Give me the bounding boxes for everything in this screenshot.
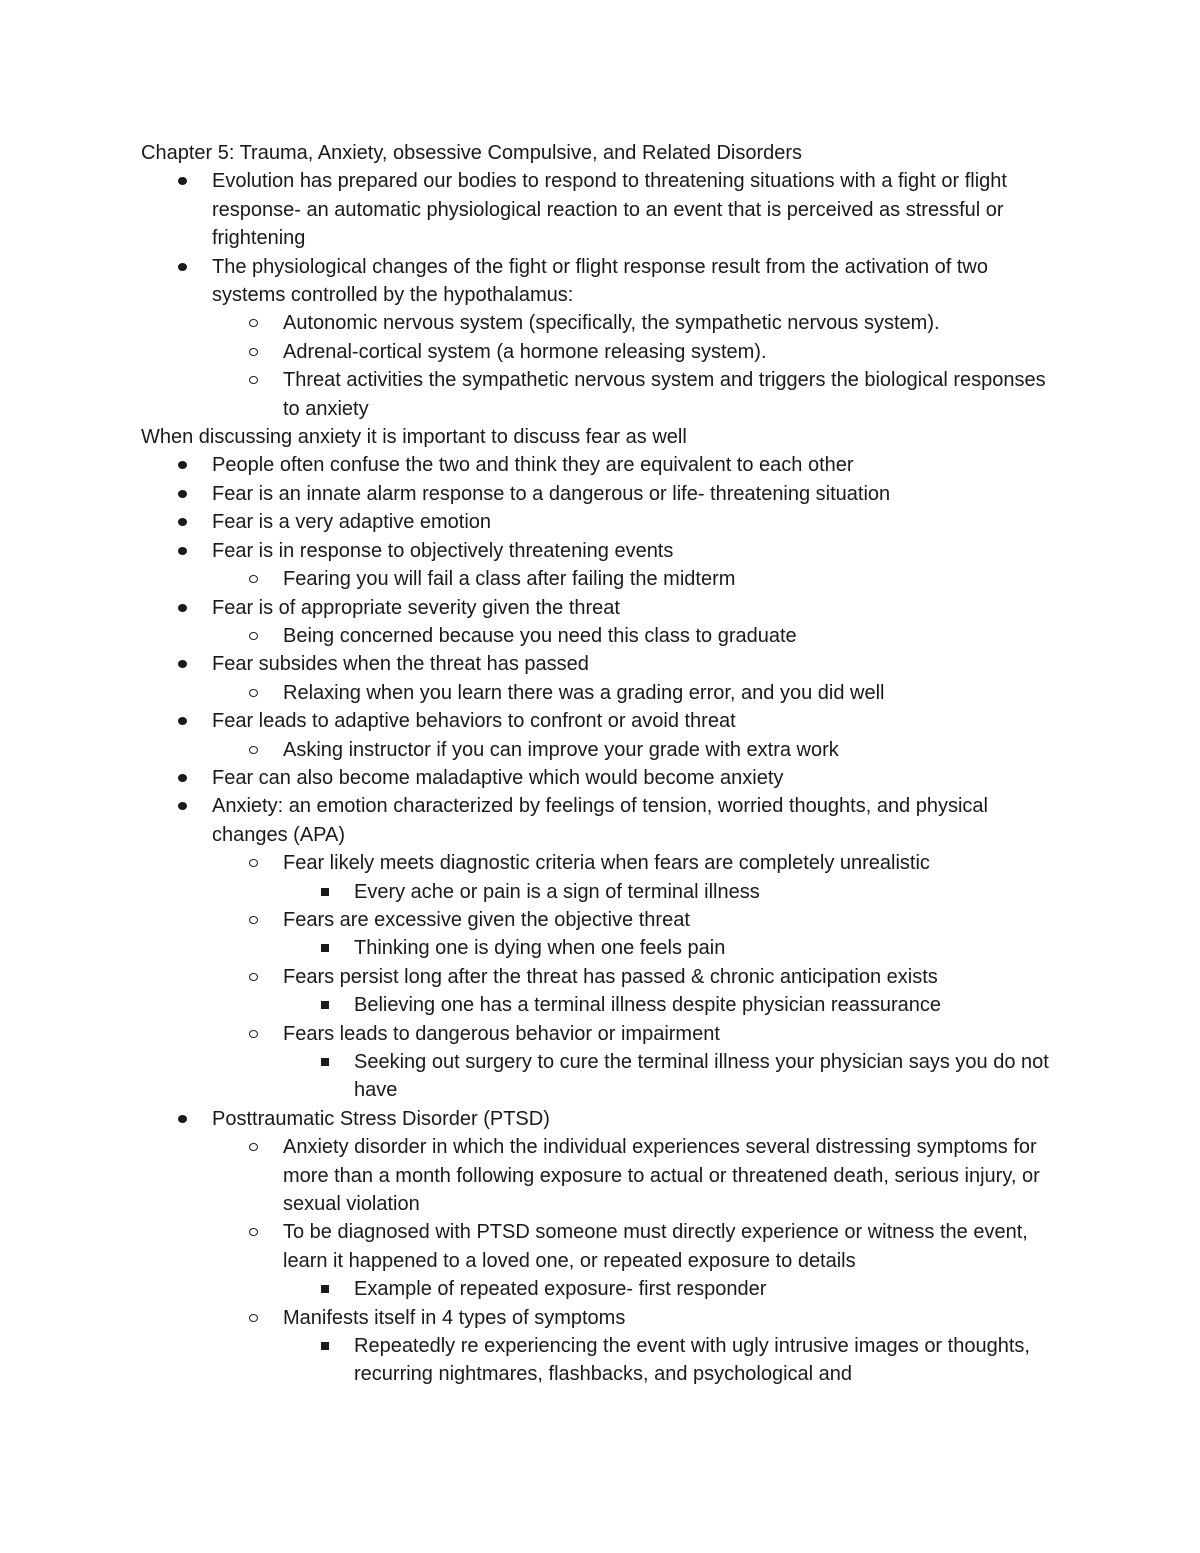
list-item-text: Posttraumatic Stress Disorder (PTSD) [212, 1107, 550, 1130]
hollow-circle-bullet-icon [249, 1143, 258, 1151]
list-item [141, 480, 1061, 508]
hollow-circle-bullet-icon [249, 1030, 258, 1038]
filled-circle-bullet-icon [178, 177, 187, 185]
section-heading-fear-anxiety: When discussing anxiety it is important to discuss fear as well [141, 426, 687, 449]
filled-circle-bullet-icon [178, 1115, 187, 1123]
sub-sub-list-item [283, 878, 1061, 906]
filled-square-bullet-icon [321, 1058, 329, 1066]
filled-circle-bullet-icon [178, 547, 187, 555]
filled-circle-bullet-icon [178, 660, 187, 668]
hollow-circle-bullet-icon [249, 575, 258, 583]
list-item [141, 792, 1061, 1104]
sub-sub-list-item-text: Believing one has a terminal illness despite physician reassurance [354, 994, 941, 1017]
filled-circle-bullet-icon [178, 263, 187, 271]
hollow-circle-bullet-icon [249, 319, 258, 327]
sub-sub-list-item [283, 991, 1061, 1019]
list-item-text: Fear leads to adaptive behaviors to confront or avoid threat [212, 710, 736, 733]
filled-square-bullet-icon [321, 1342, 329, 1350]
sub-sub-list-item [283, 1332, 1061, 1389]
list-item [141, 253, 1061, 423]
list-item [141, 764, 1061, 792]
list-item [141, 650, 1061, 707]
sub-list-item [212, 849, 1061, 906]
sub-bullet-list [212, 1133, 1061, 1389]
sub-sub-list-item-text: Thinking one is dying when one feels pain [354, 937, 726, 960]
filled-circle-bullet-icon [178, 461, 187, 469]
list-item [141, 1105, 1061, 1389]
sub-sub-bullet-list [283, 1332, 1061, 1389]
sub-list-item-text: Asking instructor if you can improve your grade with extra work [283, 738, 839, 761]
sub-list-item-text: Fears leads to dangerous behavior or impairment [283, 1022, 720, 1045]
sub-bullet-list [212, 679, 1061, 707]
hollow-circle-bullet-icon [249, 973, 258, 981]
list-item [141, 167, 1061, 252]
list-item-text: Evolution has prepared our bodies to respond to threatening situations with a fight or flight response- an automatic physiological reaction to an event that is perceived as stressful or frightening [212, 170, 1007, 250]
list-item-text: Fear is in response to objectively threatening events [212, 539, 674, 562]
sub-list-item [212, 565, 1061, 593]
hollow-circle-bullet-icon [249, 859, 258, 867]
sub-list-item [212, 679, 1061, 707]
sub-list-item [212, 1218, 1061, 1303]
bullet-list [141, 167, 1061, 423]
hollow-circle-bullet-icon [249, 916, 258, 924]
sub-list-item [212, 1133, 1061, 1218]
filled-circle-bullet-icon [178, 774, 187, 782]
sub-sub-bullet-list [283, 1048, 1061, 1105]
sub-list-item-text: Anxiety disorder in which the individual experiences several distressing symptoms for more than a month following exposure to actual or threatened death, serious injury, or sexual violation [283, 1136, 1040, 1216]
sub-list-item [212, 963, 1061, 1020]
list-item [141, 451, 1061, 479]
sub-sub-list-item [283, 934, 1061, 962]
list-item-text: Fear is of appropriate severity given the threat [212, 596, 620, 619]
filled-square-bullet-icon [321, 1001, 329, 1009]
sub-sub-bullet-list [283, 991, 1061, 1019]
sub-list-item-text: Threat activities the sympathetic nervous system and triggers the biological responses to anxiety [283, 369, 1046, 420]
hollow-circle-bullet-icon [249, 1314, 258, 1322]
sub-sub-list-item-text: Repeatedly re experiencing the event with ugly intrusive images or thoughts, recurring nightmares, flashbacks, and psychological and [354, 1335, 1030, 1386]
hollow-circle-bullet-icon [249, 632, 258, 640]
sub-sub-list-item-text: Example of repeated exposure- first responder [354, 1278, 767, 1301]
sub-list-item [212, 1020, 1061, 1105]
bullet-list [141, 451, 1061, 1388]
list-item [141, 508, 1061, 536]
sub-bullet-list [212, 736, 1061, 764]
sub-list-item [212, 366, 1061, 423]
filled-square-bullet-icon [321, 888, 329, 896]
sub-list-item-text: Fears are excessive given the objective threat [283, 908, 690, 931]
filled-circle-bullet-icon [178, 717, 187, 725]
sub-sub-bullet-list [283, 1275, 1061, 1303]
list-item-text: Anxiety: an emotion characterized by feelings of tension, worried thoughts, and physical changes (APA) [212, 795, 988, 846]
sub-list-item-text: Fear likely meets diagnostic criteria when fears are completely unrealistic [283, 852, 930, 875]
filled-circle-bullet-icon [178, 518, 187, 526]
sub-bullet-list [212, 622, 1061, 650]
sub-bullet-list [212, 309, 1061, 423]
hollow-circle-bullet-icon [249, 689, 258, 697]
sub-bullet-list [212, 849, 1061, 1105]
section-heading-chapter: Chapter 5: Trauma, Anxiety, obsessive Compulsive, and Related Disorders [141, 142, 803, 164]
sub-list-item-text: Being concerned because you need this class to graduate [283, 624, 797, 647]
document-content [141, 139, 1061, 1389]
sub-list-item [212, 1304, 1061, 1389]
sub-list-item [212, 622, 1061, 650]
filled-circle-bullet-icon [178, 604, 187, 612]
list-item [141, 594, 1061, 651]
filled-square-bullet-icon [321, 1285, 329, 1293]
list-item [141, 707, 1061, 764]
sub-list-item-text: Adrenal-cortical system (a hormone releasing system). [283, 340, 767, 363]
sub-list-item [212, 309, 1061, 337]
sub-sub-bullet-list [283, 878, 1061, 906]
sub-list-item [212, 736, 1061, 764]
sub-list-item [212, 906, 1061, 963]
hollow-circle-bullet-icon [249, 746, 258, 754]
list-item-text: Fear is an innate alarm response to a dangerous or life- threatening situation [212, 482, 891, 505]
list-item-text: Fear is a very adaptive emotion [212, 511, 492, 534]
sub-list-item [212, 338, 1061, 366]
list-item-text: The physiological changes of the fight or flight response result from the activation of two systems controlled by the hypothalamus: [212, 255, 988, 307]
hollow-circle-bullet-icon [249, 376, 258, 384]
hollow-circle-bullet-icon [249, 1228, 258, 1236]
filled-circle-bullet-icon [178, 802, 187, 810]
list-item [141, 537, 1061, 594]
sub-sub-list-item-text: Every ache or pain is a sign of terminal illness [354, 880, 760, 903]
sub-list-item-text: Manifests itself in 4 types of symptoms [283, 1306, 626, 1329]
list-item-text: Fear subsides when the threat has passed [212, 653, 589, 676]
list-item-text: People often confuse the two and think they are equivalent to each other [212, 454, 854, 477]
sub-list-item-text: Fears persist long after the threat has passed & chronic anticipation exists [283, 965, 938, 988]
sub-list-item-text: To be diagnosed with PTSD someone must directly experience or witness the event, learn it happened to a loved one, or repeated exposure to details [283, 1221, 1028, 1272]
sub-sub-list-item [283, 1048, 1061, 1105]
hollow-circle-bullet-icon [249, 348, 258, 356]
sub-list-item-text: Autonomic nervous system (specifically, the sympathetic nervous system). [283, 312, 940, 335]
sub-list-item-text: Relaxing when you learn there was a grading error, and you did well [283, 681, 885, 704]
sub-bullet-list [212, 565, 1061, 593]
sub-list-item-text: Fearing you will fail a class after failing the midterm [283, 568, 736, 591]
sub-sub-bullet-list [283, 934, 1061, 962]
filled-circle-bullet-icon [178, 490, 187, 498]
sub-sub-list-item-text: Seeking out surgery to cure the terminal illness your physician says you do not have [354, 1051, 1049, 1102]
list-item-text: Fear can also become maladaptive which would become anxiety [212, 766, 784, 789]
filled-square-bullet-icon [321, 944, 329, 952]
sub-sub-list-item [283, 1275, 1061, 1303]
